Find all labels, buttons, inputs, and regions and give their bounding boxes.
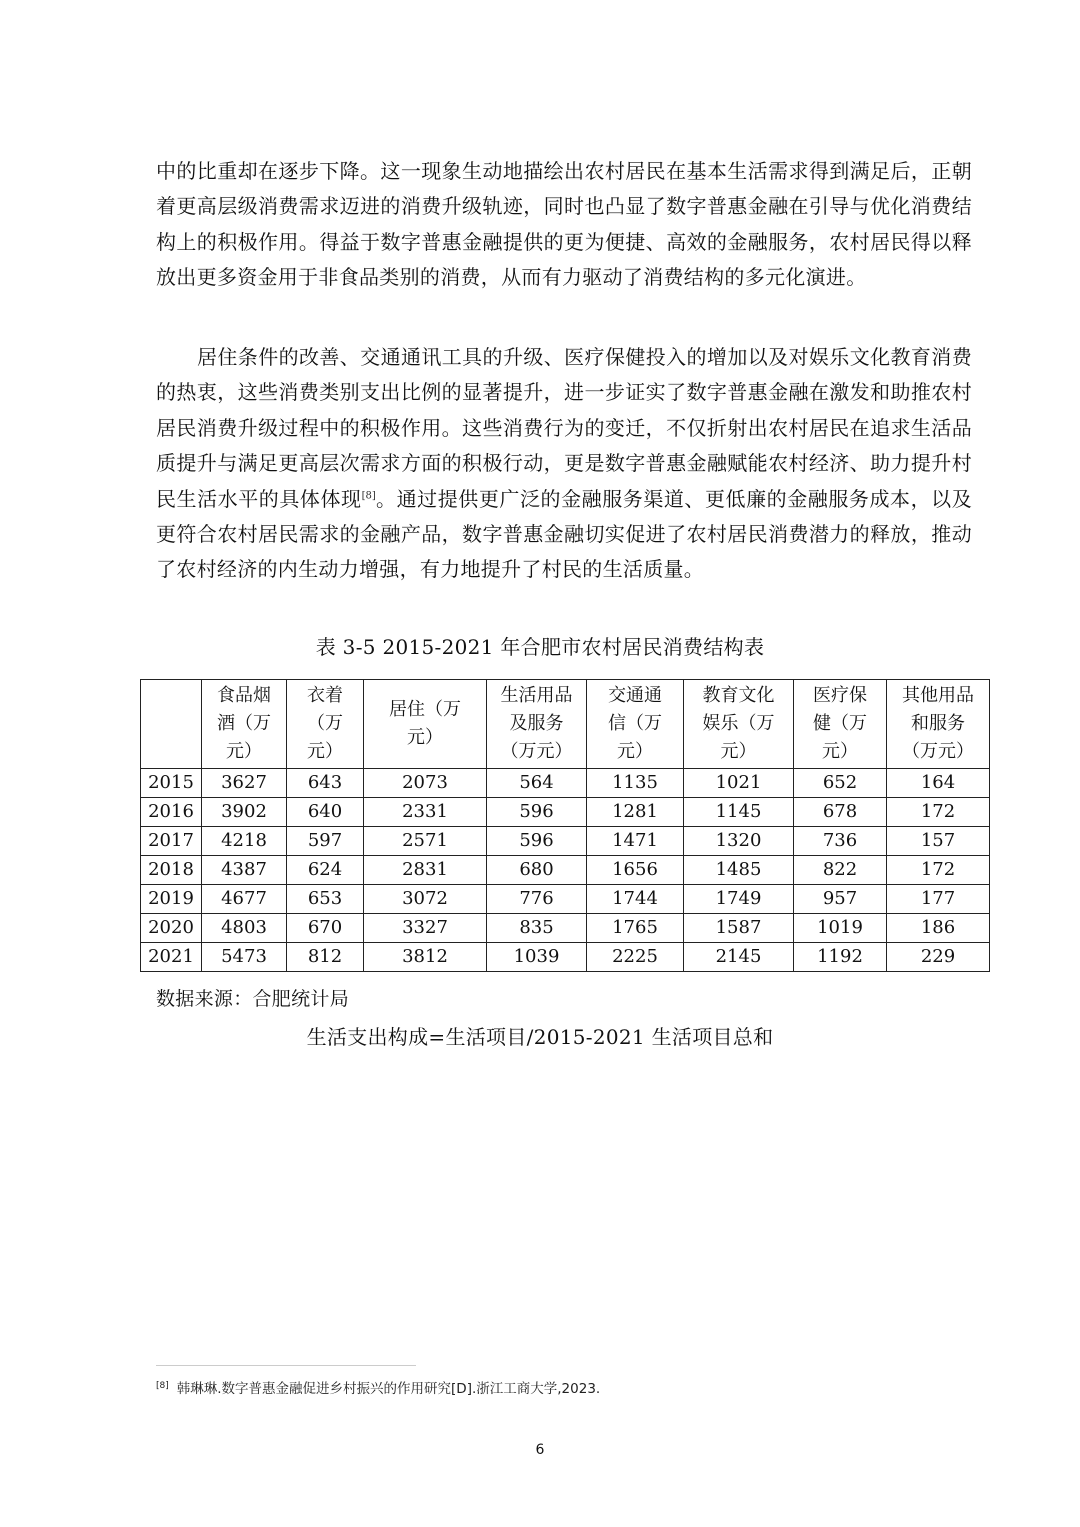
page-number: 6 bbox=[535, 1442, 545, 1458]
table-body bbox=[141, 769, 990, 972]
table-cell: 822 bbox=[794, 856, 887, 885]
column-header-line: 元） bbox=[407, 727, 443, 748]
table-cell: 776 bbox=[487, 885, 587, 914]
table-cell: 164 bbox=[887, 769, 990, 798]
column-header-line: 元） bbox=[307, 741, 343, 762]
column-header-line: 元） bbox=[617, 741, 653, 762]
table-cell: 957 bbox=[794, 885, 887, 914]
row-year-cell: 2016 bbox=[141, 798, 202, 827]
table-cell: 678 bbox=[794, 798, 887, 827]
table-cell: 172 bbox=[887, 856, 990, 885]
table-cell: 643 bbox=[287, 769, 364, 798]
table-cell: 564 bbox=[487, 769, 587, 798]
table-cell: 3072 bbox=[364, 885, 487, 914]
column-header-line: 健（万 bbox=[813, 713, 867, 734]
column-header-line: 元） bbox=[226, 741, 262, 762]
column-header-line: 及服务 bbox=[509, 713, 564, 734]
table-cell: 3327 bbox=[364, 914, 487, 943]
table-cell: 5473 bbox=[202, 943, 287, 972]
body-paragraph-1: 中的比重却在逐步下降。这一现象生动地描绘出农村居民在基本生活需求得到满足后，正朝着更高层级消费需求迈进的消费升级轨迹，同时也凸显了数字普惠金融在引导与优化消费结构上的积极作用。得益于数字普惠金融提供的更为便捷、高效的金融服务，农村居民得以释放出更多资金用于非食品类别的消费，从而有力驱动了消费结构的多元化演进。 bbox=[156, 159, 972, 290]
column-header-line: 教育文化 bbox=[702, 685, 775, 706]
consumption-structure-table bbox=[140, 679, 990, 972]
table-cell: 1485 bbox=[684, 856, 794, 885]
citation-ref-8[interactable]: [8] bbox=[361, 489, 376, 501]
header-year-blank bbox=[141, 680, 202, 769]
table-cell: 229 bbox=[887, 943, 990, 972]
table-cell: 1765 bbox=[587, 914, 684, 943]
row-year-cell: 2021 bbox=[141, 943, 202, 972]
table-cell: 1749 bbox=[684, 885, 794, 914]
column-header-line: 和服务 bbox=[911, 713, 965, 734]
table-cell: 2331 bbox=[364, 798, 487, 827]
table-cell: 812 bbox=[287, 943, 364, 972]
column-header-line: 信（万 bbox=[608, 713, 662, 734]
table-cell: 1145 bbox=[684, 798, 794, 827]
column-header-line: 元） bbox=[720, 741, 757, 762]
table-cell: 1471 bbox=[587, 827, 684, 856]
data-source-note: 数据来源：合肥统计局 bbox=[156, 988, 350, 1010]
column-header-line: 交通通 bbox=[608, 685, 662, 706]
column-header-line: 酒（万 bbox=[217, 713, 271, 734]
table-row bbox=[141, 885, 990, 914]
table-row bbox=[141, 827, 990, 856]
column-header bbox=[487, 680, 587, 769]
table-cell: 4803 bbox=[202, 914, 287, 943]
table-cell: 2073 bbox=[364, 769, 487, 798]
table-cell: 653 bbox=[287, 885, 364, 914]
table-cell: 2571 bbox=[364, 827, 487, 856]
table-cell: 4387 bbox=[202, 856, 287, 885]
column-header bbox=[794, 680, 887, 769]
column-header-line: 娱乐（万 bbox=[702, 713, 775, 734]
table-cell: 596 bbox=[487, 827, 587, 856]
table-cell: 835 bbox=[487, 914, 587, 943]
table-cell: 3812 bbox=[364, 943, 487, 972]
column-header-line: （万元） bbox=[902, 741, 974, 762]
row-year-cell: 2020 bbox=[141, 914, 202, 943]
footnote-marker: [8] bbox=[156, 1380, 169, 1391]
table-cell: 3627 bbox=[202, 769, 287, 798]
table-cell: 1281 bbox=[587, 798, 684, 827]
table-cell: 172 bbox=[887, 798, 990, 827]
body-paragraph-2 bbox=[156, 340, 972, 588]
table-cell: 2831 bbox=[364, 856, 487, 885]
table-cell: 640 bbox=[287, 798, 364, 827]
column-header-line: （万元） bbox=[500, 741, 573, 762]
table-row bbox=[141, 856, 990, 885]
footnote-divider bbox=[156, 1365, 416, 1366]
table-cell: 1744 bbox=[587, 885, 684, 914]
table-cell: 186 bbox=[887, 914, 990, 943]
table-cell: 1587 bbox=[684, 914, 794, 943]
table-cell: 597 bbox=[287, 827, 364, 856]
table-row bbox=[141, 914, 990, 943]
table-cell: 624 bbox=[287, 856, 364, 885]
column-header-line: 食品烟 bbox=[217, 685, 271, 706]
table-cell: 1192 bbox=[794, 943, 887, 972]
formula-line: 生活支出构成=生活项目/2015-2021 生活项目总和 bbox=[306, 1025, 774, 1049]
paragraph-2-text-a: 居住条件的改善、交通通讯工具的升级、医疗保健投入的增加以及对娱乐文化教育消费的热衷，这些消费类别支出比例的显著提升，进一步证实了数字普惠金融在激发和助推农村居民消费升级过程中的积极作用。这些消费行为的变迁，不仅折射出农村居民在追求生活品质提升与满足更高层次需求方面的积极行动，更是数字普惠金融赋能农村经济、助力提升村民生活水平的具体体现 bbox=[156, 345, 972, 511]
table-row bbox=[141, 943, 990, 972]
table-cell: 3902 bbox=[202, 798, 287, 827]
column-header-line: 居住（万 bbox=[389, 699, 461, 720]
table-cell: 1021 bbox=[684, 769, 794, 798]
table-cell: 670 bbox=[287, 914, 364, 943]
table-header-row bbox=[141, 680, 990, 769]
paragraph-2-text-b: 。通过提供更广泛的金融服务渠道、更低廉的金融服务成本，以及更符合农村居民需求的金融产品，数字普惠金融切实促进了农村居民消费潜力的释放，推动了农村经济的内生动力增强，有力地提升了村民的生活质量。 bbox=[156, 486, 973, 582]
table-cell: 1019 bbox=[794, 914, 887, 943]
column-header bbox=[587, 680, 684, 769]
table-cell: 736 bbox=[794, 827, 887, 856]
table-cell: 177 bbox=[887, 885, 990, 914]
table-row bbox=[141, 798, 990, 827]
table-cell: 157 bbox=[887, 827, 990, 856]
column-header bbox=[684, 680, 794, 769]
column-header-line: 生活用品 bbox=[500, 685, 573, 706]
table-cell: 4677 bbox=[202, 885, 287, 914]
column-header bbox=[202, 680, 287, 769]
row-year-cell: 2015 bbox=[141, 769, 202, 798]
table-cell: 652 bbox=[794, 769, 887, 798]
column-header-line: 医疗保 bbox=[813, 685, 867, 706]
column-header-line: （万 bbox=[307, 713, 343, 734]
table-cell: 2145 bbox=[684, 943, 794, 972]
table-row bbox=[141, 769, 990, 798]
footnote-text: 韩琳琳.数字普惠金融促进乡村振兴的作用研究[D].浙江工商大学,2023. bbox=[176, 1381, 601, 1397]
row-year-cell: 2019 bbox=[141, 885, 202, 914]
column-header bbox=[887, 680, 990, 769]
table-cell: 596 bbox=[487, 798, 587, 827]
table-cell: 1320 bbox=[684, 827, 794, 856]
column-header bbox=[364, 680, 487, 769]
table-cell: 2225 bbox=[587, 943, 684, 972]
row-year-cell: 2018 bbox=[141, 856, 202, 885]
column-header bbox=[287, 680, 364, 769]
row-year-cell: 2017 bbox=[141, 827, 202, 856]
column-header-line: 元） bbox=[822, 741, 858, 762]
table-cell: 680 bbox=[487, 856, 587, 885]
table-caption: 表 3-5 2015-2021 年合肥市农村居民消费结构表 bbox=[315, 635, 765, 659]
table-cell: 1039 bbox=[487, 943, 587, 972]
footnote bbox=[156, 1378, 600, 1400]
column-header-line: 其他用品 bbox=[902, 685, 974, 706]
table-cell: 1656 bbox=[587, 856, 684, 885]
table-cell: 1135 bbox=[587, 769, 684, 798]
column-header-line: 衣着 bbox=[307, 685, 343, 706]
table-cell: 4218 bbox=[202, 827, 287, 856]
